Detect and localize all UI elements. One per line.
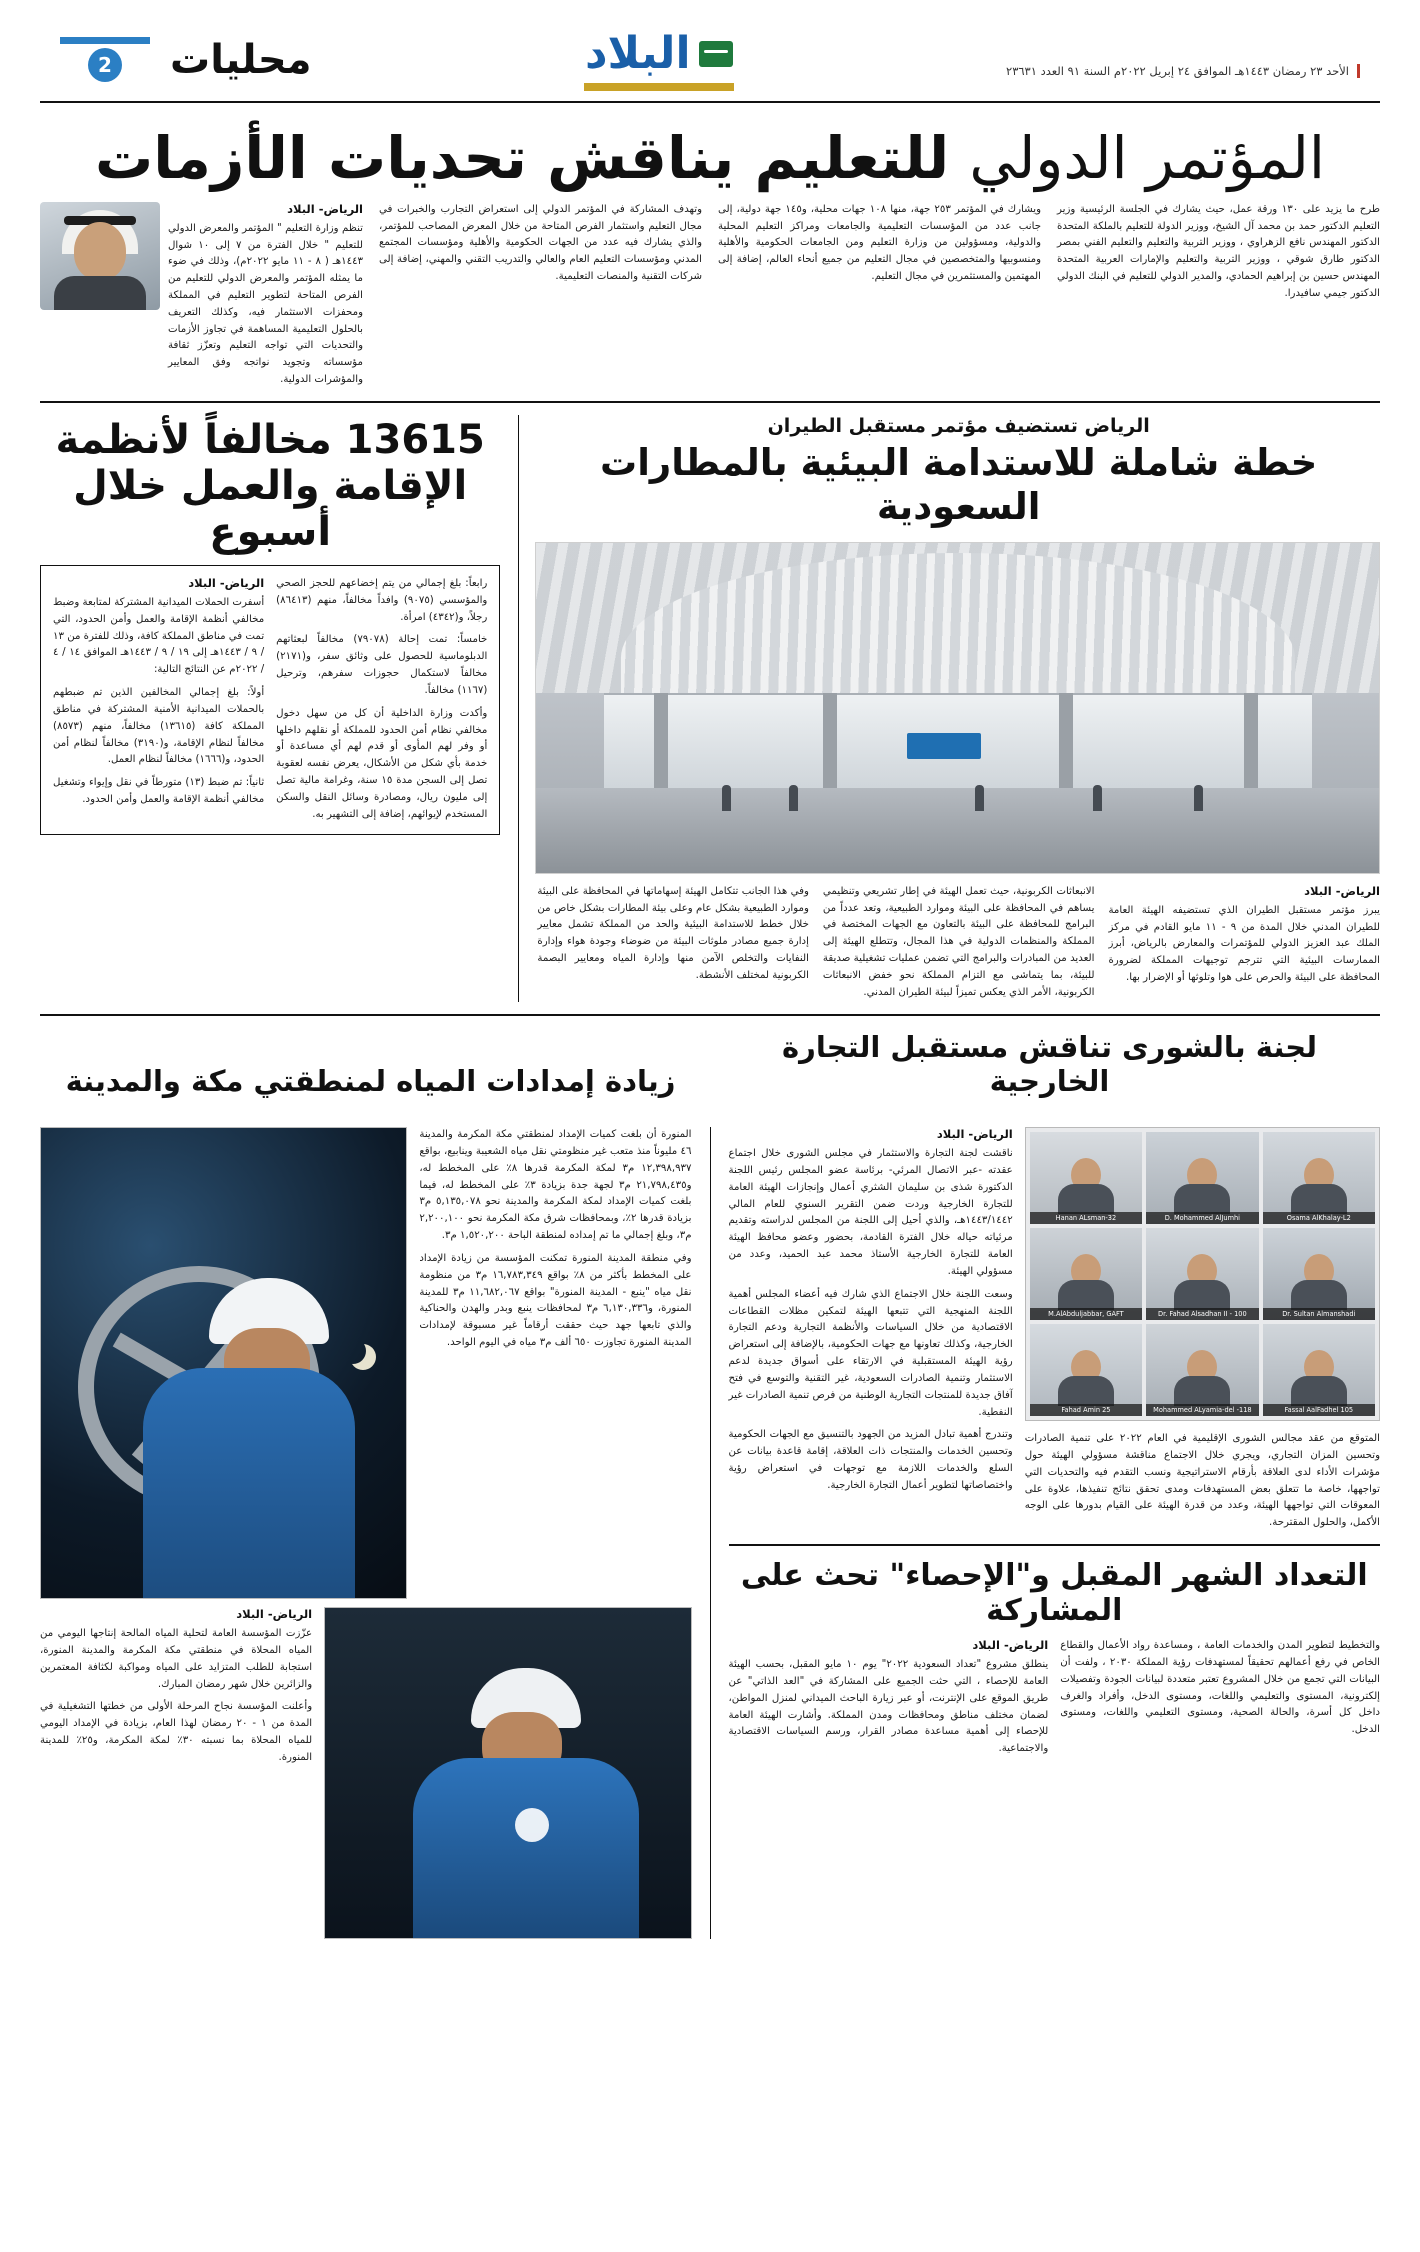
flag-icon <box>699 41 733 67</box>
airport-col-1: يبرز مؤتمر مستقبل الطيران الذي تستضيفه الهيئة العامة للطيران المدني خلال المدة من ٩ - ١١ مايو القادم في مركز الملك عبد العزيز الدولي للمؤتمرات والمعارض بالرياض، أبرز الممارسات البيئية التي تترجم توجيهات المملكة لضرورة المحافظة على البيئة والحرص على هوا وتلوثها أو الإضرار بها. <box>1108 904 1381 984</box>
lead-col-1: تنظم وزارة التعليم " المؤتمر والمعرض الدولي للتعليم " خلال الفترة من ٧ إلى ١٠ شوال ١٤٤٣هـ ( ٨ - ١١ مايو ٢٠٢٢م)، وذلك في ضوء ما يمثله المؤتمر والمعرض الدولي للتعليم من الفرص المتاحة لتطوير التعليم في المملكة ومحفزات الاستثمار فيه، وكذلك التعريف بالحلول التعليمية المساهمة في تجاوز الأزمات والتحديات التي تواجه التعليم وتعزّز ثقافة مؤسساته وتجويد نواتجه وفق المعايير والمؤشرات الدولية. <box>168 222 364 386</box>
lead-headline <box>46 125 1374 192</box>
person-body <box>1174 1184 1230 1214</box>
airport-kicker: الرياض تستضيف مؤتمر مستقبل الطيران <box>767 414 1150 437</box>
tile-caption: Fassal AalFadhel 105 <box>1263 1404 1375 1416</box>
water-byline: الرياض- البلاد <box>236 1607 313 1622</box>
airport-traveler <box>722 785 731 811</box>
section-header <box>60 37 311 83</box>
grid-tile <box>1030 1228 1142 1320</box>
water-col-4: وفي منطقة المدينة المنورة تمكنت المؤسسة من زيادة الإمداد على المخطط بأكثر من ٨٪ بواقع ١٦,٧٨٣,٣٤٩ م٣ من منظومة نقل مياه "ينبع - المدينة المنورة" بواقع ١١,٦٨٢,٠٦٧ م٣ للمدينة المنورة، و٦,١٣٠,٣٣٦ م٣ لمحافظات ينبع وبدر والهدن والحناكية والذي تابعها جهد حيث حققت أرقاماً غير مسبوقة لإمدادات المدينة المنورة تجاوزت ٦٥٠ ألف م٣ مياه في اليوم الواحد. <box>419 1252 692 1349</box>
water-headline: زيادة إمدادات المياه لمنطقتي مكة والمدينة <box>65 1064 676 1099</box>
person-body <box>1058 1376 1114 1406</box>
water-worker-photo-2 <box>324 1607 691 1939</box>
violations-byline: الرياض- البلاد <box>188 575 265 590</box>
lead-col-4: طرح ما يزيد على ١٣٠ ورقة عمل، حيث يشارك في الجلسة الرئيسية وزير التعليم الدكتور حمد بن محمد آل الشيخ، ووزير الدولة للتعليم بالملكة المتحدة الدكتور المهندس نافع الزهراوي ، ووزير التربية والتعليم والتعليم الفني بمصر الدكتور طارق شوقي ، ووزير التربية والتعليم والإمارات العربية المتحدة المهندس حسين بن إبراهيم الحمادي، والمدير الدولي للتعليم في البنك الدولي الدكتور جيمي سافيدرا. <box>1057 203 1380 299</box>
bottom-section <box>0 1127 1420 1939</box>
census-divider <box>729 1544 1381 1546</box>
page-badge-bar <box>60 37 150 44</box>
airport-traveler <box>789 785 798 811</box>
logo-underline <box>584 83 734 91</box>
airport-sign <box>907 733 981 759</box>
person-body <box>1058 1280 1114 1310</box>
masthead-divider <box>40 101 1380 103</box>
worker-uniform <box>413 1758 640 1938</box>
worker-uniform <box>143 1368 355 1598</box>
tile-caption: Dr. Sultan Almanshadi <box>1263 1308 1375 1320</box>
lead-byline: الرياض- البلاد <box>287 201 363 216</box>
census-col-1: ينطلق مشروع "تعداد السعودية ٢٠٢٢" يوم ١٠ مايو المقبل، بحسب الهيئة العامة للإحصاء ، التي حثت الجميع على المشاركة في "العد الذاتي" عن طريق الموقع على الإنترنت، أو عبر زيارة الباحث الميداني لمنزل المواطن، لضمان مختلف مناطق ومحافظات ومدن المملكة. وأشارت الهيئة العامة للإحصاء إلى أهمية مساعدة مصادر القرار، ورسم السياسات الاقتصادية والاجتماعية. <box>728 1659 1049 1755</box>
water-worker-photo <box>40 1127 407 1599</box>
tile-caption: Hanan ALsman-32 <box>1030 1212 1142 1224</box>
grid-tile <box>1146 1132 1258 1224</box>
lead-col-1-wrap <box>40 202 363 389</box>
tile-caption: D. Mohammed AlJumhi <box>1146 1212 1258 1224</box>
section-title: محليات <box>170 36 312 83</box>
shura-col-3: المتوقع من عقد مجالس الشورى الإقليمية في العام ٢٠٢٢ على تنمية الصادرات وتحسين المزان التجاري، ويجري خلال الاجتماع مناقشة مسؤولي الهيئة حول مؤشرات الأداء لدى العلاقة بأرقام الاستراتيجية ونسب التقدم فيه والتحديات التي تواجهها، خاصة ما تتعلق بعض المستهدفات ومدى تحقق نتائج تنفيذها، علاوة على المعوقات التي تواجهها الهيئة، وعدد من قدرة الهيئة على القيام بدورها على الوجه الأكمل، والحلول المقترحة. <box>1024 1433 1380 1529</box>
bottom-headline-row <box>0 1028 1420 1112</box>
portrait-body <box>54 276 146 310</box>
airport-col-2: الانبعاثات الكربونية، حيث تعمل الهيئة في إطار تشريعي وتنظيمي يساهم في المحافظة على البيئة وموارد الطبيعية، وتعد عدداً من البرامج للمحافظة على البيئة بالتعاون مع الجهات المختصة في المملكة والمنظمات الدولية في هذا المجال، وتتطلع الهيئة إلى العديد من المبادرات والبرامج التي تضمن عمليات تشغيلية صديقة للبيئة، بما يتماشى مع التزام المملكة نحو خفض الانبعاثات الكربونية، الأمر الذي يعكس تميزاً لبيئة الطيران المدني. <box>822 885 1095 998</box>
airport-traveler <box>1093 785 1102 811</box>
violations-col-5: خامساً: تمت إحالة (٧٩٠٧٨) مخالفاً لبعثاتهم الدبلوماسية للحصول على وثائق سفر، و(٢١٧١) مخالفاً لاستكمال حجوزات سفرهم، وترحيل (١١٦٧) مخالفاً. <box>276 634 488 696</box>
grid-tile <box>1030 1324 1142 1416</box>
airport-traveler <box>1194 785 1203 811</box>
shura-col-1: ناقشت لجنة التجارة والاستثمار في مجلس الشورى خلال اجتماع عقدته -عبر الاتصال المرئي- برئاسة عضو المجلس رئيس اللجنة الدكتورة شذى بن سليمان الشثري أعمال وإنجازات الهيئة العامة للتجارة الخارجية وردت ضمن التقرير السنوي للعام المالي ١٤٤٣/١٤٤٢هـ، والذي أحيل إلى اللجنة من المجلس لدراسته وتقديم مرئياته حياله خلال الفترة القادمة، بحضور وعضو محافظ الهيئة العامة للتجارة الخارجية الأستاذ محمد عبد الحميد، وعدد من مسؤولي الهيئة. <box>728 1148 1013 1277</box>
violations-box <box>40 565 500 835</box>
issue-date-text: الأحد ٢٣ رمضان ١٤٤٣هـ الموافق ٢٤ إبريل ٢٠٢٢م السنة ٩١ العدد ٢٣٦٣١ <box>1006 63 1349 78</box>
newspaper-logo <box>584 28 734 91</box>
violations-col-2: أولاً: بلغ إجمالي المخالفين الذين تم ضبطهم بالحملات الميدانية الأمنية المشتركة في مناطق المملكة كافة (١٣٦١٥) مخالفاً، منهم (٨٥٧٣) مخالفاً لنظام الإقامة، و(٣١٩٠) مخالفاً لنظام أمن الحدود، و(١٦٦٦) مخالفاً لنظام العمل. <box>52 687 265 766</box>
water-col-2: وأعلنت المؤسسة نجاح المرحلة الأولى من خطتها التشغيلية في المدة من ١ - ٢٠ رمضان لهذا العام، بزيادة في الإمداد اليومي للمياه المحلاة بما نسبته ٣٠٪ لمكة المكرمة، و٢٥٪ للمدينة المنورة. <box>40 1701 313 1763</box>
bottom-vertical-rule <box>710 1127 711 1939</box>
middle-divider <box>40 1014 1380 1016</box>
tile-caption: M.AlAbduljabbar, GAFT <box>1030 1308 1142 1320</box>
portrait-face <box>74 222 126 280</box>
person-body <box>1291 1376 1347 1406</box>
grid-tile <box>1030 1132 1142 1224</box>
lead-story <box>0 202 1420 389</box>
violations-col-1: أسفرت الحملات الميدانية المشتركة لمتابعة وضبط مخالفي أنظمة الإقامة والعمل وأمن الحدود، التي تمت في مناطق المملكة كافة، وذلك للفترة من ١٣ / ٩ / ١٤٤٣هـ إلى ١٩ / ٩ / ١٤٤٣هـ الموافق ١٤ / ٤ / ٢٠٢٢م عن النتائج التالية: <box>52 596 265 676</box>
person-body <box>1174 1376 1230 1406</box>
grid-tile <box>1263 1132 1375 1224</box>
masthead <box>0 0 1420 101</box>
airport-headline: خطة شاملة للاستدامة البيئية بالمطارات السعودية <box>600 440 1318 529</box>
person-body <box>1174 1280 1230 1310</box>
census-story <box>729 1558 1381 1758</box>
tile-caption: Dr. Fahad Alsadhan II - 100 <box>1146 1308 1258 1320</box>
water-col-3: المنورة أن بلغت كميات الإمداد لمنطقتي مكة المكرمة والمدينة ٤٦ مليوناً منذ متعب غير منظومتي نقل مياه الشعيبة وينابيع، بواقع ١٢,٣٩٨,٩٣٧ م٣ لمكة المكرمة قدرها ٨٪ على المخطط له، و٢١,٧٩٨,٤٣٥ م٣ لجهة جدة بزيادة ٣٪ على المخطط له، فيما بلغت كميات الإمداد لمكة المكرمة والمدينة نحو ٥,١٣٥,٠٧٨ م٣ بزيادة قدرها ٢٪، وبمحافظات شرق مكة المكرمة نحو ٢,٢٠٠,١٠٠ م٣، وبلغ إجمالي ما تم إمداده لمنطقة الباحة ١,٥٢٠,٢٠٠ م٣. <box>419 1129 692 1242</box>
tile-caption: Osama AlKhalay-L2 <box>1263 1212 1375 1224</box>
grid-tile <box>1263 1228 1375 1320</box>
airport-traveler <box>975 785 984 811</box>
grid-tile <box>1146 1324 1258 1416</box>
airport-byline: الرياض- البلاد <box>1304 883 1380 898</box>
violations-headline: 13615 مخالفاً لأنظمة الإقامة والعمل خلال أسبوع <box>55 416 485 555</box>
lead-story-divider <box>40 401 1380 403</box>
airport-col-3: وفي هذا الجانب تتكامل الهيئة إسهاماتها في المحافظة على البيئة وموارد الطبيعية بشكل عام وعلى بيئة المطارات بشكل خاص من خلال خطط للاستدامة البيئية والحد من المملكة تشمل معايير إدارة جميع مصادر ملوثات البيئة من ضوضاء وجودة هواء وإدارة النفايات والتخلص الآمن منها وإدارة المياه ومعايير البصمة الكربونية لمختلف الأنشطة. <box>537 885 809 981</box>
person-body <box>1291 1280 1347 1310</box>
shura-byline: الرياض- البلاد <box>936 1127 1013 1142</box>
airport-floor <box>536 788 1379 873</box>
water-story <box>40 1127 692 1939</box>
violations-col-6: وأكدت وزارة الداخلية أن كل من سهل دخول مخالفي نظام أمن الحدود للمملكة أو نقلهم داخلها أو وفر لهم المأوى أو قدم لهم أي مساعدة أو خدمة بأي شكل من الأشكال، يعرض نفسه لعقوبة تصل إلى السجن مدة ١٥ سنة، وغرامة مالية تصل إلى مليون ريال، ومصادرة وسائل النقل والسكن المستخدم لإيوائهم، إضافة إلى التشهير به. <box>276 707 488 820</box>
shura-story <box>729 1127 1381 1939</box>
airport-story <box>537 415 1380 1002</box>
census-col-2: والتخطيط لتطوير المدن والخدمات العامة ، ومساعدة رواد الأعمال والقطاع الخاص في رفع أعمالهم تحقيقاً لمستهدفات رؤية المملكة ٢٠٣٠ ، ولفت أن البيانات التي تجمع من خلال المشروع تعتبر متعددة لبيانات الجودة وتفصيلات إلكترونية، المستوى والتعليمي واللغات، ومستوى الدخل، وأفراد والغرف داخل كل أسرة، والحالة الصحية، ومستوى التعليمي واللغات، ومستوى الدخل. <box>1060 1640 1380 1736</box>
census-headline: التعداد الشهر المقبل و"الإحصاء" تحث على المشاركة <box>740 1558 1368 1629</box>
lead-headline-bold: للتعليم يناقش تحديات الأزمات <box>94 124 950 192</box>
date-rule <box>1357 64 1360 78</box>
uniform-logo <box>515 1808 549 1842</box>
violations-col-3: ثانياً: تم ضبط (١٣) متورطاً في نقل وإيواء وتشغيل مخالفي أنظمة الإقامة والعمل وأمن الحدود. <box>52 777 265 806</box>
violations-story <box>40 415 500 1002</box>
lead-headline-light: المؤتمر الدولي <box>969 124 1326 192</box>
minister-portrait <box>40 202 160 310</box>
lead-col-3: ويشارك في المؤتمر ٢٥٣ جهة، منها ١٠٨ جهات محلية، و١٤٥ جهة دولية، إلى جانب عدد من المؤسسات التعليمية والجامعات ومراكز التعليم المحلية والدولية، ومسؤولين من وزارة التعليم ومن الجامعات الحكومية والأهلية ومنسوبيها والمتخصصين في مجال التعليم من جميع أنحاء العالم، إضافة إلى المهتمين والمستثمرين في مجال التعليم. <box>718 203 1042 282</box>
shura-photo-grid <box>1025 1127 1380 1421</box>
shura-headline: لجنة بالشورى تناقش مستقبل التجارة الخارجية <box>782 1029 1317 1099</box>
violations-col-4: رابعاً: بلغ إجمالي من يتم إخضاعهم للحجز الصحي والمؤسسي (٩٠٧٥) وافداً مخالفاً، منهم (٨٦٤١٣) رجلاً، و(٤٣٤٢) امرأة. <box>276 577 488 623</box>
census-byline: الرياض- البلاد <box>972 1638 1049 1653</box>
shura-col-4: وتندرج أهمية تبادل المزيد من الجهود بالتنسيق مع الجهات الحكومية وتحسين الخدمات والمنتجات ذات العلاقة، إقامة قاعدة بيانات عن السلع والخدمات اللازمة مع توجهات في استعراض رؤية واختصاصاتها لتطوير أعمال التجارة الخارجية. <box>728 1429 1013 1491</box>
airport-photo <box>535 542 1380 874</box>
page-badge <box>60 37 150 82</box>
middle-vertical-rule <box>518 415 519 1002</box>
middle-section <box>0 415 1420 1002</box>
person-body <box>1058 1184 1114 1214</box>
grid-tile <box>1263 1324 1375 1416</box>
lead-col-2: وتهدف المشاركة في المؤتمر الدولي إلى استعراض التجارب والخبرات في مجال التعليم واستثمار الفرص المتاحة من خلال المعرض المصاحب للمؤتمر، والذي يشارك فيه عدد من الجهات الحكومية والأهلية ومؤسسات المجتمع المدني ومؤسسات التعليم العام والعالي والتدريب التقني والمهني، إضافة إلى شركات التقنية والمنصات التعليمية. <box>379 203 702 282</box>
shura-col-2: وسعت اللجنة خلال الاجتماع الذي شارك فيه أعضاء المجلس أهمية اللجنة المنهجية التي تتبعها الهيئة لتمكين مظلات القطاعات الاقتصادية من خلال السياسات والأنظمة التجارية ودعم التجارة الخارجية، وكذلك تعاونها مع جهات الحكومية، بالإضافة إلى استعراض رؤية الهيئة المستقبلية في الارتقاء على أسواق جديدة لدعم الاستثمار وتنمية الصادرات السعودية، غير التقنية والتوسع في فتح آفاق جديدة للمنتجات التجارية الوطنية من فرص تنمية الصادرات غير النفطية. <box>728 1288 1013 1418</box>
page-number: 2 <box>88 48 122 82</box>
grid-tile <box>1146 1228 1258 1320</box>
tile-caption: Fahad Amin 25 <box>1030 1404 1142 1416</box>
water-col-1: عزّزت المؤسسة العامة لتحلية المياه المالحة إنتاجها اليومي من المياه المحلاة في منطقتي مكة المكرمة والمدينة المنورة، استجابة للطلب المتزايد على المياه ومواكبة لكثافة المعتمرين والزائرين خلال شهر رمضان المبارك. <box>40 1628 313 1690</box>
logo-text: البلاد <box>584 28 691 79</box>
person-body <box>1291 1184 1347 1214</box>
issue-date-line <box>1006 42 1360 78</box>
tile-caption: Mohammed ALyamia-del -118 <box>1146 1404 1258 1416</box>
